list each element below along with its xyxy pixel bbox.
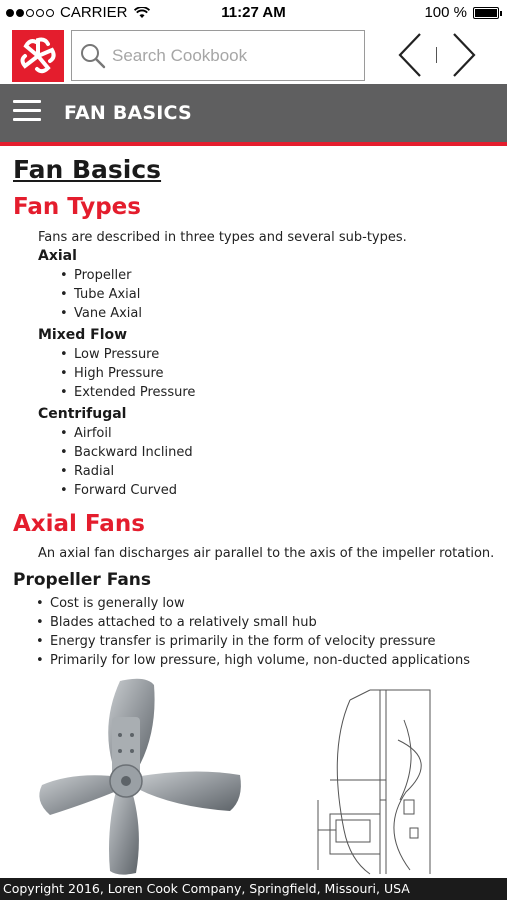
copyright-footer: Copyright 2016, Loren Cook Company, Springfield, Missouri, USA bbox=[0, 878, 507, 900]
list-item: • High Pressure bbox=[60, 364, 195, 383]
list-item: • Low Pressure bbox=[60, 345, 195, 364]
carrier-name: CARRIER bbox=[60, 4, 128, 21]
list-item: • Airfoil bbox=[60, 424, 193, 443]
list-item: • Forward Curved bbox=[60, 481, 193, 500]
list-item: • Primarily for low pressure, high volume, non-ducted applications bbox=[36, 651, 470, 670]
status-bar bbox=[0, 0, 507, 26]
search-icon bbox=[80, 43, 106, 69]
list-item: • Cost is generally low bbox=[36, 594, 470, 613]
group-heading-centrifugal: Centrifugal bbox=[38, 406, 127, 422]
propeller-fans-list bbox=[36, 594, 470, 670]
chevron-right-icon[interactable] bbox=[448, 30, 480, 80]
battery-icon bbox=[473, 7, 499, 19]
status-right bbox=[424, 4, 499, 21]
search-input[interactable] bbox=[112, 43, 352, 69]
status-time: 11:27 AM bbox=[221, 4, 286, 21]
group-heading-axial: Axial bbox=[38, 248, 77, 264]
fan-types-heading: Fan Types bbox=[13, 194, 141, 220]
list-item: • Propeller bbox=[60, 266, 142, 285]
nav-divider bbox=[436, 47, 437, 63]
list-item: • Energy transfer is primarily in the form of velocity pressure bbox=[36, 632, 470, 651]
chevron-left-icon[interactable] bbox=[394, 30, 426, 80]
propeller-fan-image bbox=[34, 677, 246, 877]
list-item: • Blades attached to a relatively small hub bbox=[36, 613, 470, 632]
section-title: FAN BASICS bbox=[64, 102, 192, 124]
list-item: • Extended Pressure bbox=[60, 383, 195, 402]
propeller-fans-heading: Propeller Fans bbox=[13, 570, 152, 590]
mixed-flow-subtypes-list bbox=[60, 345, 195, 402]
section-header bbox=[0, 84, 507, 146]
list-item: • Tube Axial bbox=[60, 285, 142, 304]
axial-fans-intro: An axial fan discharges air parallel to the axis of the impeller rotation. bbox=[38, 546, 495, 561]
list-item: • Vane Axial bbox=[60, 304, 142, 323]
loren-cook-logo-icon[interactable] bbox=[12, 30, 64, 82]
page-title: Fan Basics bbox=[13, 155, 162, 184]
list-item: • Radial bbox=[60, 462, 193, 481]
axial-subtypes-list bbox=[60, 266, 142, 323]
battery-percent: 100 % bbox=[424, 4, 467, 21]
page-navigation bbox=[394, 30, 480, 80]
search-box[interactable] bbox=[71, 30, 365, 81]
article-content[interactable] bbox=[0, 150, 507, 878]
fan-types-intro: Fans are described in three types and several sub-types. bbox=[38, 230, 407, 245]
hamburger-menu-icon[interactable] bbox=[13, 100, 41, 124]
top-toolbar bbox=[0, 26, 507, 84]
axial-fans-heading: Axial Fans bbox=[13, 511, 145, 537]
centrifugal-subtypes-list bbox=[60, 424, 193, 500]
propeller-fan-drawing bbox=[310, 680, 440, 875]
group-heading-mixed-flow: Mixed Flow bbox=[38, 327, 128, 343]
list-item: • Backward Inclined bbox=[60, 443, 193, 462]
